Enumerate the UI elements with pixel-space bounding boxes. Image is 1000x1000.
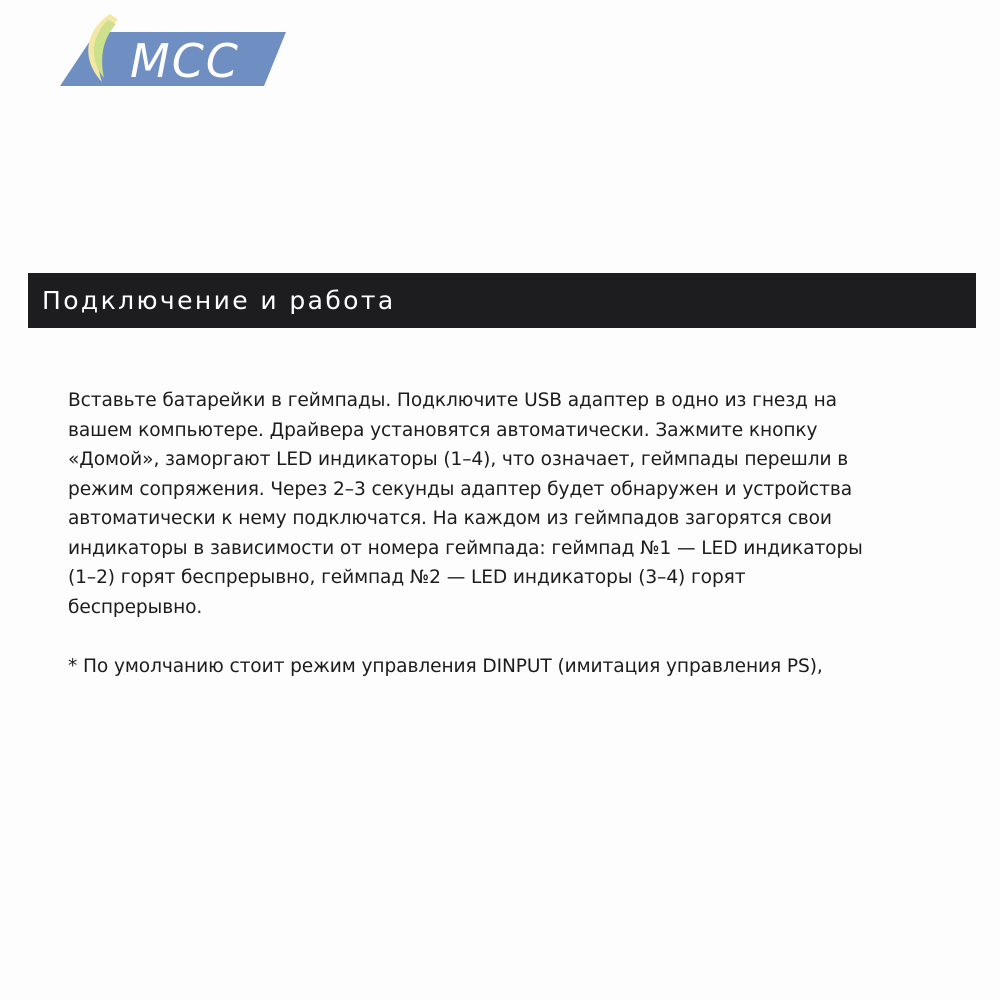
paragraph-line: индикаторы в зависимости от номера геймпада: геймпад №1 — LED индикаторы [68,537,863,559]
paragraph-line: «Домой», заморгают LED индикаторы (1–4), что означает, геймпады перешли в [68,449,849,470]
section-header [28,273,976,328]
mcc-logo [58,12,290,92]
section-title: Подключение и работа [42,286,396,315]
paragraph-line: Вставьте батарейки в геймпады. Подключите USB адаптер в одно из гнезд на [68,390,837,411]
logo-text: MCC [130,34,240,88]
paragraph-line: автоматически к нему подключатся. На каждом из геймпадов загорятся свои [68,508,832,529]
paragraph-line: (1–2) горят беспрерывно, геймпад №2 — LED индикаторы (3–4) горят [68,567,746,588]
instructions-paragraph [68,386,948,622]
paragraph-line: режим сопряжения. Через 2–3 секунды адаптер будет обнаружен и устройства [68,478,853,500]
paragraph-line: вашем компьютере. Драйвера установятся автоматически. Зажмите кнопку [68,419,818,441]
footnote: * По умолчанию стоит режим управления DINPUT (имитация управления PS), [68,656,823,677]
paragraph-line: беспрерывно. [68,596,203,618]
